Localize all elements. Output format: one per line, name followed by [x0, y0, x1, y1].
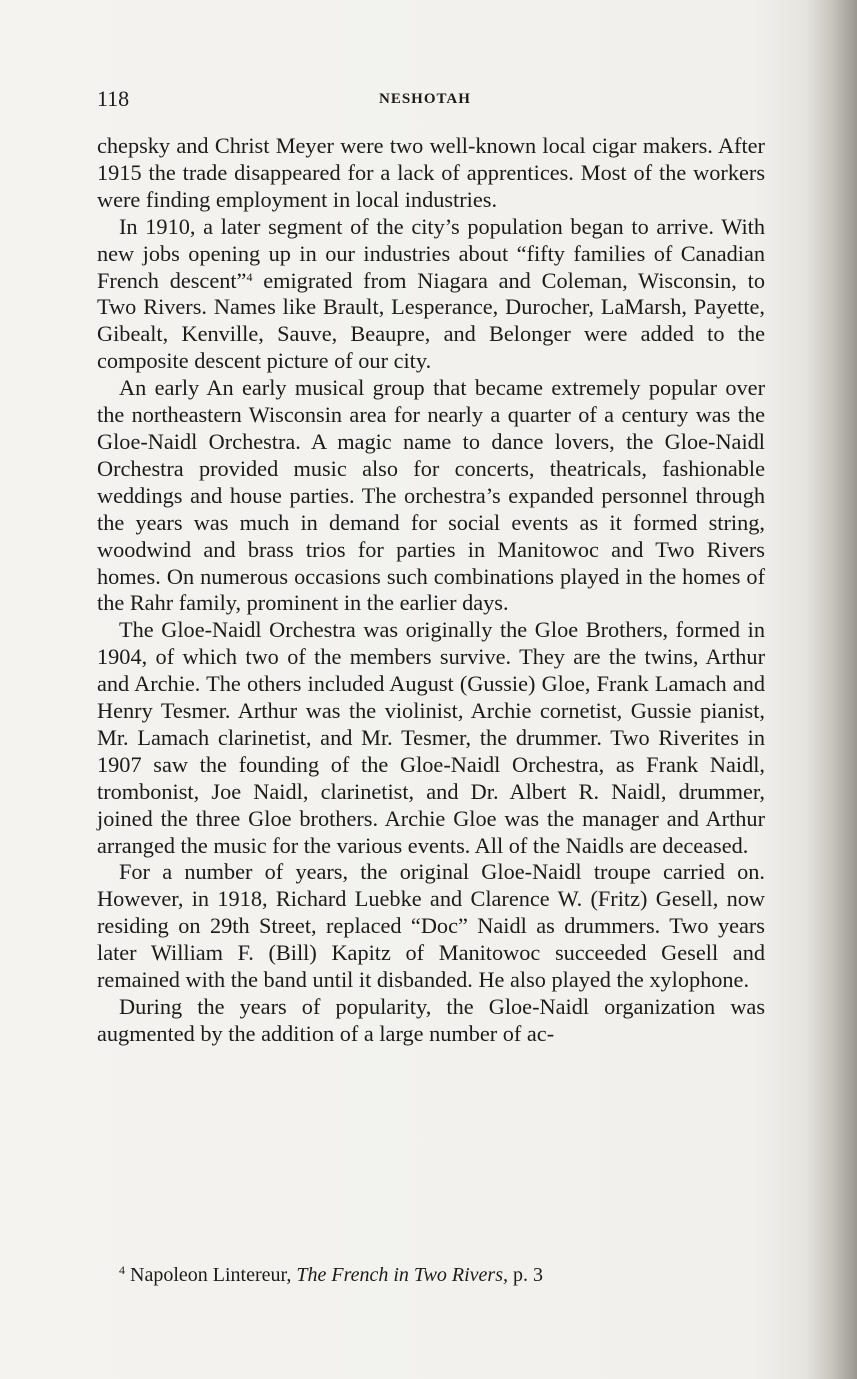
footnote-page: p. 3 — [508, 1264, 543, 1286]
paragraph-canadian-french — [97, 214, 765, 375]
footnote — [97, 1262, 765, 1288]
footnote-author: Napoleon Lintereur, — [130, 1264, 297, 1286]
body-text — [97, 133, 765, 1048]
paragraph-musical-group: An early An early musical group that became extremely popular over the northeastern Wisconsin area for nearly a quarter of a century was the Gloe-Naidl Orchestra. A magic name to dance lovers, the Gloe-Naidl Orchestra provided music also for concerts, theatricals, fashionable weddings and house parties. The orchestra’s expanded personnel through the years was much in demand for social events as it formed string, woodwind and brass trios for parties in Manitowoc and Two Rivers homes. On numerous occasions such combinations played in the homes of the Rahr family, prominent in the earlier days. — [97, 375, 765, 616]
paragraph-drummers: For a number of years, the original Gloe-Naidl troupe carried on. However, in 1918, Richard Luebke and Clarence W. (Fritz) Gesell, now residing on 29th Street, replaced “Doc” Naidl as drummers. Two years later William F. (Bill) Kapitz of Manitowoc succeeded Gesell and remained with the band until it disbanded. He also played the xylophone. — [97, 859, 765, 993]
page-number: 118 — [97, 86, 130, 111]
footnote-title: The French in Two Rivers, — [296, 1264, 508, 1286]
footnote-marker: 4 — [119, 1263, 125, 1277]
paragraph-popularity: During the years of popularity, the Gloe-Naidl organization was augmented by the addition of a large number of ac- — [97, 994, 765, 1046]
paragraph-continued: chepsky and Christ Meyer were two well-known local cigar makers. After 1915 the trade disappeared for a lack of apprentices. Most of the workers were finding employment in local industries. — [97, 133, 765, 212]
paragraph-text: emigrated from Niagara and Coleman, Wisconsin, to Two Rivers. Names like Brault, Lesperance, Durocher, LaMarsh, Payette, Gibealt, Kenville, Sauve, Beaupre, and Belonger were added to the composite descent picture of our city. — [97, 267, 765, 374]
running-head: NESHOTAH — [379, 91, 471, 107]
footnote-reference: 4 — [246, 269, 253, 284]
paragraph-text: In 1910, a later segment of the city’s population began to arrive. With new jobs opening up in our industries about “fifty families of Canadian French descent” — [97, 213, 765, 293]
page-header — [97, 86, 765, 116]
paragraph-gloe-brothers: The Gloe-Naidl Orchestra was originally the Gloe Brothers, formed in 1904, of which two of the members survive. They are the twins, Arthur and Archie. The others included August (Gussie) Gloe, Frank Lamach and Henry Tesmer. Arthur was the violinist, Archie cornetist, Gussie pianist, Mr. Lamach clarinetist, and Mr. Tesmer, the drummer. Two Riverites in 1907 saw the founding of the Gloe-Naidl Orchestra, as Frank Naidl, trombonist, Joe Naidl, clarinetist, and Dr. Albert R. Naidl, drummer, joined the three Gloe brothers. Archie Gloe was the manager and Arthur arranged the music for the various events. All of the Naidls are deceased. — [97, 617, 765, 858]
